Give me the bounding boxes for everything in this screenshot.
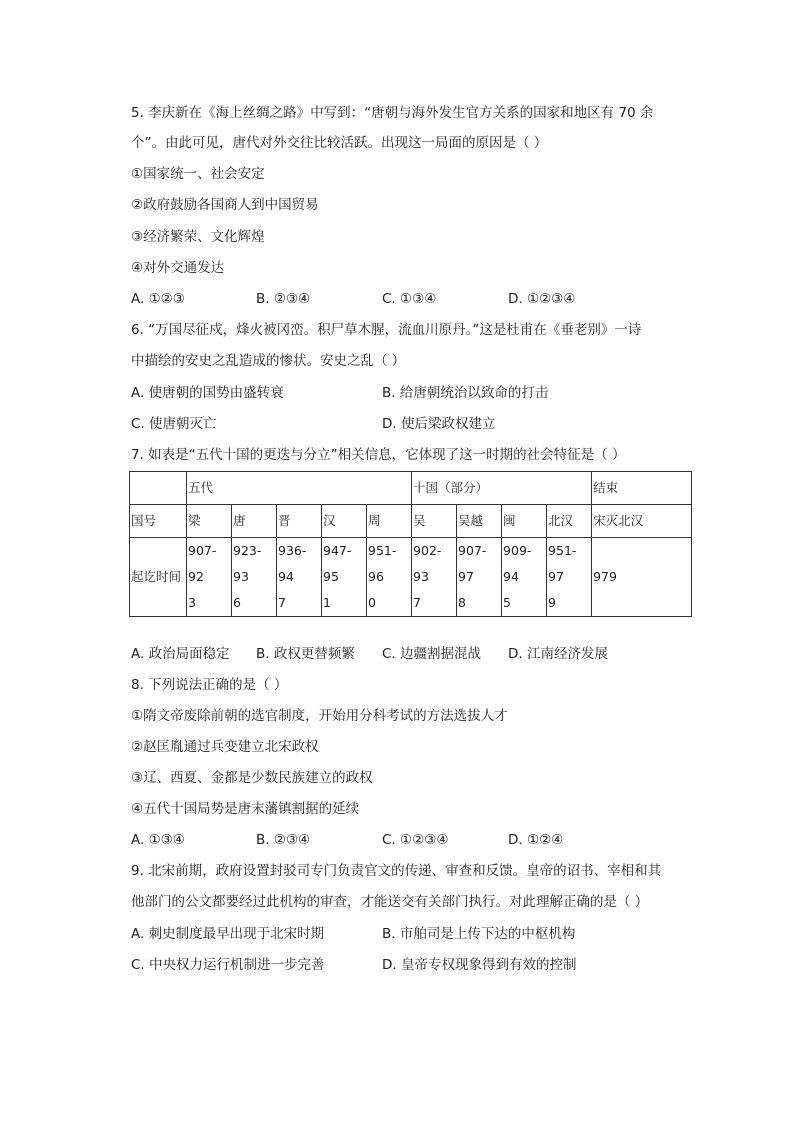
year-cell (547, 538, 592, 617)
year-start: 907-97 (458, 543, 487, 584)
q8-option-c: C. ①②③④ (382, 832, 449, 848)
row-label-time: 起讫时间 (130, 538, 187, 617)
q9-stem-line2: 他部门的公文都要经过此机构的审查，才能送交有关部门执行。对此理解正确的是（ ） (131, 894, 649, 910)
year-cell (457, 538, 502, 617)
q5-option-a: A. ①②③ (131, 291, 185, 307)
q8-option-d: D. ①②④ (508, 832, 564, 848)
q8-item-1: ①隋文帝废除前朝的选官制度，开始用分科考试的方法选拔人才 (131, 708, 508, 724)
q6-option-c: C. 使唐朝灭亡 (131, 416, 217, 432)
q5-option-d: D. ①②③④ (508, 291, 576, 307)
year-cell (187, 538, 232, 617)
q5-item-3: ③经济繁荣、文化辉煌 (131, 229, 265, 245)
year-start: 923-93 (233, 543, 262, 584)
year-end-digit: 5 (503, 595, 511, 610)
five-dynasties-table (129, 471, 692, 617)
q8-stem-line1: 8. 下列说法正确的是（ ） (131, 677, 288, 693)
q7-option-a: A. 政治局面稳定 (131, 646, 230, 662)
q9-stem-line1: 9. 北宋前期，政府设置封驳司专门负责官文的传递、审查和反馈。皇帝的诏书、宰相和其 (131, 863, 662, 879)
year-end-digit: 9 (548, 595, 556, 610)
q5-option-c: C. ①③④ (382, 291, 437, 307)
year-start: 951-97 (548, 543, 577, 584)
q5-option-b: B. ②③④ (256, 291, 311, 307)
state-cell: 吴 (412, 505, 457, 538)
year-end-digit: 7 (413, 595, 421, 610)
year-end-digit: 1 (323, 595, 331, 610)
year-cell (367, 538, 412, 617)
year-end-digit: 6 (233, 595, 241, 610)
q5-item-1: ①国家统一、社会安定 (131, 166, 265, 182)
year-start: 936-94 (278, 543, 307, 584)
year-start: 902-93 (413, 543, 442, 584)
year-end-digit: 3 (188, 595, 196, 610)
q8-option-a: A. ①③④ (131, 832, 185, 848)
table-corner-cell (130, 472, 187, 505)
table-row-states (130, 505, 692, 538)
year-end-digit: 7 (278, 595, 286, 610)
state-cell: 梁 (187, 505, 232, 538)
q6-option-d: D. 使后梁政权建立 (382, 416, 496, 432)
year-start: 907-92 (188, 543, 217, 584)
q8-item-3: ③辽、西夏、金都是少数民族建立的政权 (131, 770, 373, 786)
q8-item-4: ④五代十国局势是唐末藩镇割据的延续 (131, 801, 360, 817)
q5-item-2: ②政府鼓励各国商人到中国贸易 (131, 197, 319, 213)
state-cell: 晋 (277, 505, 322, 538)
state-cell: 宋灭北汉 (592, 505, 692, 538)
q9-option-c: C. 中央权力运行机制进一步完善 (131, 957, 325, 973)
year-end-digit: 0 (368, 595, 376, 610)
q9-option-a: A. 刺史制度最早出现于北宋时期 (131, 926, 325, 942)
q6-stem-line2: 中描绘的安史之乱造成的惨状。安史之乱（ ） (131, 353, 406, 369)
year-cell (232, 538, 277, 617)
year-end-digit: 8 (458, 595, 466, 610)
q9-option-d: D. 皇帝专权现象得到有效的控制 (382, 957, 577, 973)
state-cell: 唐 (232, 505, 277, 538)
q8-item-2: ②赵匡胤通过兵变建立北宋政权 (131, 739, 319, 755)
row-label-state: 国号 (130, 505, 187, 538)
state-cell: 北汉 (547, 505, 592, 538)
q7-option-c: C. 边疆割据混战 (382, 646, 482, 662)
group-ten-kingdoms: 十国（部分） (412, 472, 592, 505)
q8-option-b: B. ②③④ (256, 832, 311, 848)
state-cell: 闽 (502, 505, 547, 538)
table-row-years (130, 538, 692, 617)
state-cell: 汉 (322, 505, 367, 538)
q6-option-b: B. 给唐朝统治以致命的打击 (382, 385, 549, 401)
year-cell (322, 538, 367, 617)
state-cell: 吴越 (457, 505, 502, 538)
q5-stem-line2: 个”。由此可见，唐代对外交往比较活跃。出现这一局面的原因是（ ） (131, 135, 548, 151)
q5-stem-line1: 5. 李庆新在《海上丝绸之路》中写到：“唐朝与海外发生官方关系的国家和地区有 70 余 (131, 105, 654, 121)
group-five-dynasties: 五代 (187, 472, 412, 505)
q7-stem-line1: 7. 如表是“五代十国的更迭与分立”相关信息，它体现了这一时期的社会特征是（ ） (131, 447, 626, 463)
table-header-row (130, 472, 692, 505)
q9-option-b: B. 市舶司是上传下达的中枢机构 (382, 926, 576, 942)
q6-option-a: A. 使唐朝的国势由盛转衰 (131, 385, 284, 401)
year-cell (412, 538, 457, 617)
year-start: 947-95 (323, 543, 352, 584)
q6-stem-line1: 6. “万国尽征戍，烽火被冈峦。积尸草木腥，流血川原丹。”这是杜甫在《垂老别》一诗 (131, 322, 642, 338)
year-cell-end: 979 (592, 538, 692, 617)
state-cell: 周 (367, 505, 412, 538)
group-end: 结束 (592, 472, 692, 505)
year-cell (277, 538, 322, 617)
year-start: 951-96 (368, 543, 397, 584)
q7-option-d: D. 江南经济发展 (508, 646, 608, 662)
year-start: 909-94 (503, 543, 532, 584)
year-cell (502, 538, 547, 617)
q7-option-b: B. 政权更替频繁 (256, 646, 355, 662)
q5-item-4: ④对外交通发达 (131, 260, 225, 276)
